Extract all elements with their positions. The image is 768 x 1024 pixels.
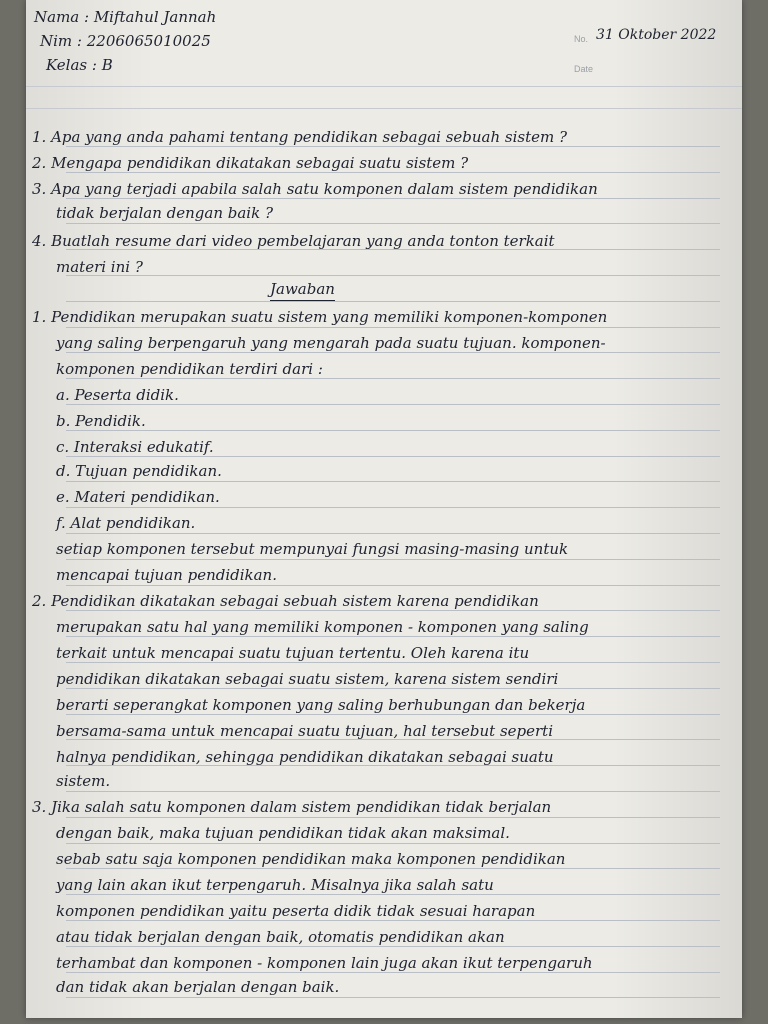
answer-line: a. Peserta didik. [56,386,179,404]
answer-line: terkait untuk mencapai suatu tujuan tertentu. Oleh karena itu [56,644,530,662]
answer-line: e. Materi pendidikan. [56,488,220,506]
question-line: 4. Buatlah resume dari video pembelajaran yang anda tonton terkait [32,232,555,250]
answer-line: bersama-sama untuk mencapai suatu tujuan, hal tersebut seperti [56,722,554,740]
question-line: materi ini ? [56,258,143,276]
name-line: Nama : Miftahul Jannah [34,8,217,26]
answer-line: dengan baik, maka tujuan pendidikan tidak akan maksimal. [56,824,510,842]
answer-line: atau tidak berjalan dengan baik, otomatis pendidikan akan [56,928,505,946]
question-line: tidak berjalan dengan baik ? [56,204,273,222]
answer-line: 3. Jika salah satu komponen dalam sistem pendidikan tidak berjalan [32,798,552,816]
ruled-line [66,430,720,431]
answer-line: b. Pendidik. [56,412,146,430]
ruled-line [66,791,720,792]
answer-line: halnya pendidikan, sehingga pendidikan dikatakan sebagai suatu [56,748,554,766]
answer-line: d. Tujuan pendidikan. [56,462,222,480]
answer-line: pendidikan dikatakan sebagai suatu sistem, karena sistem sendiri [56,670,559,688]
question-line: 2. Mengapa pendidikan dikatakan sebagai suatu sistem ? [32,154,469,172]
answer-line: sistem. [56,772,111,790]
nim-line: Nim : 2206065010025 [40,32,211,50]
answer-line: sebab satu saja komponen pendidikan maka komponen pendidikan [56,850,566,868]
answer-line: komponen pendidikan terdiri dari : [56,360,323,378]
answer-line: mencapai tujuan pendidikan. [56,566,277,584]
header-rule [26,86,742,87]
answer-line: 1. Pendidikan merupakan suatu sistem yang memiliki komponen-komponen [32,308,608,326]
answer-line: 2. Pendidikan dikatakan sebagai sebuah sistem karena pendidikan [32,592,539,610]
answer-line: f. Alat pendidikan. [56,514,196,532]
answer-title: Jawaban [270,278,335,301]
answer-line: terhambat dan komponen - komponen lain juga akan ikut terpengaruh [56,954,593,972]
answer-line: komponen pendidikan yaitu peserta didik tidak sesuai harapan [56,902,536,920]
ruled-line [66,275,720,276]
answer-line: setiap komponen tersebut mempunyai fungsi masing-masing untuk [56,540,569,558]
notebook-page [26,0,742,1018]
answer-line: yang lain akan ikut terpengaruh. Misalnya jika salah satu [56,876,494,894]
date-value: 31 Oktober 2022 [596,27,717,43]
header-rule [26,108,742,109]
class-line: Kelas : B [46,56,113,74]
answer-line: c. Interaksi edukatif. [56,438,214,456]
ruled-line [66,301,720,302]
answer-line: berarti seperangkat komponen yang saling berhubungan dan bekerja [56,696,586,714]
date-label: Date [574,64,594,74]
question-line: 1. Apa yang anda pahami tentang pendidikan sebagai sebuah sistem ? [32,128,568,146]
answer-line: merupakan satu hal yang memiliki komponen - komponen yang saling [56,618,589,636]
answer-line: dan tidak akan berjalan dengan baik. [56,978,340,996]
no-label: No. [574,34,589,44]
question-line: 3. Apa yang terjadi apabila salah satu komponen dalam sistem pendidikan [32,180,598,198]
answer-line: yang saling berpengaruh yang mengarah pada suatu tujuan. komponen- [56,334,606,352]
